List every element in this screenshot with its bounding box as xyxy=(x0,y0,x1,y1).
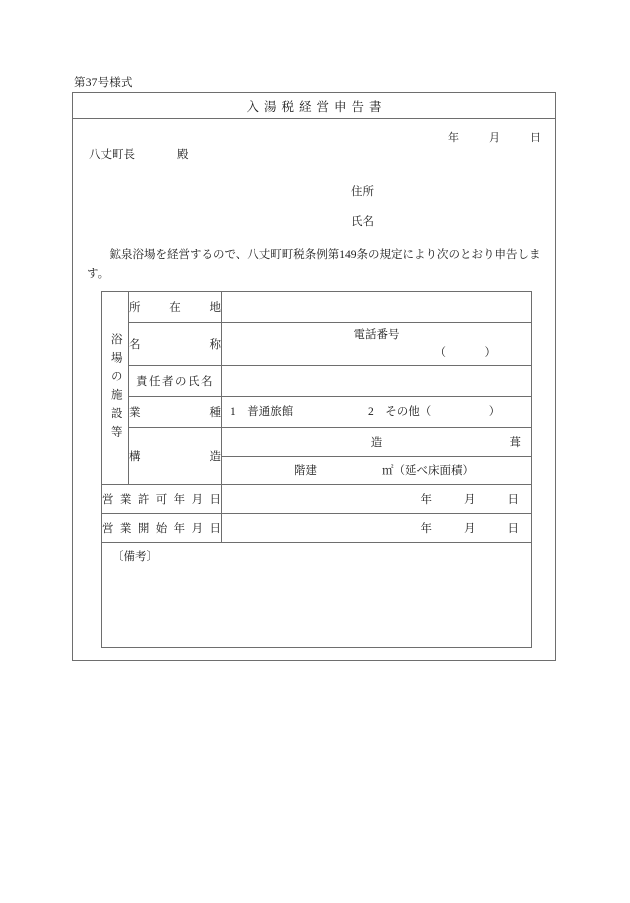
declaration-text: 鉱泉浴場を経営するので、八丈町町税条例第149条の規定により次のとおり申告します。 xyxy=(87,249,541,280)
addressee-name: 八丈町長 xyxy=(89,149,135,161)
page-title: 入湯税経営申告書 xyxy=(246,99,387,114)
date-month-label: 月 xyxy=(489,132,500,144)
business-type-label: 業種 xyxy=(129,397,222,428)
date-year-label: 年 xyxy=(448,132,459,144)
structure-area-suffix: ㎡（延べ床面積） xyxy=(382,465,474,477)
table-row xyxy=(102,514,532,543)
structure-material-cell[interactable] xyxy=(222,428,532,457)
table-row xyxy=(102,543,532,648)
table-row xyxy=(102,366,532,397)
form-outer-frame xyxy=(72,92,556,661)
applicant-name-row xyxy=(73,207,555,237)
business-type-option-1[interactable]: 1 普通旅館 xyxy=(230,406,294,418)
applicant-block xyxy=(73,177,555,237)
addressee-honorific: 殿 xyxy=(177,149,189,161)
facility-side-label-text: 浴場の施設等 xyxy=(109,332,122,444)
form-number: 第37号様式 xyxy=(74,77,133,89)
permit-date-label: 営業許可年月日 xyxy=(102,485,222,514)
permit-date-placeholders xyxy=(421,491,520,507)
manager-name-label: 責任者の氏名 xyxy=(129,366,222,397)
structure-size-cell[interactable] xyxy=(222,457,532,485)
start-date-label: 営業開始年月日 xyxy=(102,514,222,543)
start-date-month-label: 月 xyxy=(464,523,476,535)
table-row xyxy=(102,485,532,514)
permit-date-input-cell[interactable] xyxy=(222,485,532,514)
submission-date-line xyxy=(448,129,541,145)
structure-material-suffix: 造 xyxy=(370,437,383,449)
start-date-day-label: 日 xyxy=(507,523,519,535)
applicant-address-row xyxy=(73,177,555,207)
start-date-input-cell[interactable] xyxy=(222,514,532,543)
form-title-band xyxy=(73,93,555,119)
table-row xyxy=(102,323,532,366)
facility-side-label xyxy=(102,292,129,485)
telephone-input-parens[interactable]: （ ） xyxy=(434,347,497,359)
location-input-cell[interactable] xyxy=(222,292,532,323)
structure-roof-suffix: 葺 xyxy=(509,437,521,449)
manager-name-input-cell[interactable] xyxy=(222,366,532,397)
table-row xyxy=(102,292,532,323)
remarks-label: 〔備考〕 xyxy=(112,551,158,563)
table-row xyxy=(102,428,532,457)
facility-table xyxy=(101,291,532,648)
structure-floors-suffix: 階建 xyxy=(294,465,317,477)
business-type-option-2[interactable]: 2 その他（ ） xyxy=(368,406,501,418)
addressee xyxy=(89,146,189,162)
business-type-options-cell[interactable] xyxy=(222,397,532,428)
start-date-year-label: 年 xyxy=(420,523,432,535)
permit-date-day-label: 日 xyxy=(507,494,519,506)
date-day-label: 日 xyxy=(530,132,541,144)
table-row xyxy=(102,397,532,428)
permit-date-month-label: 月 xyxy=(464,494,476,506)
telephone-label: 電話番号 xyxy=(353,329,400,341)
start-date-placeholders xyxy=(421,520,520,536)
facility-name-input-cell[interactable] xyxy=(222,323,532,366)
remarks-cell[interactable] xyxy=(102,543,532,648)
applicant-address-label: 住所 xyxy=(351,186,374,198)
applicant-name-label: 氏名 xyxy=(351,216,374,228)
facility-name-label: 名称 xyxy=(129,323,222,366)
location-label: 所在地 xyxy=(129,292,222,323)
structure-label: 構造 xyxy=(129,428,222,485)
permit-date-year-label: 年 xyxy=(420,494,432,506)
